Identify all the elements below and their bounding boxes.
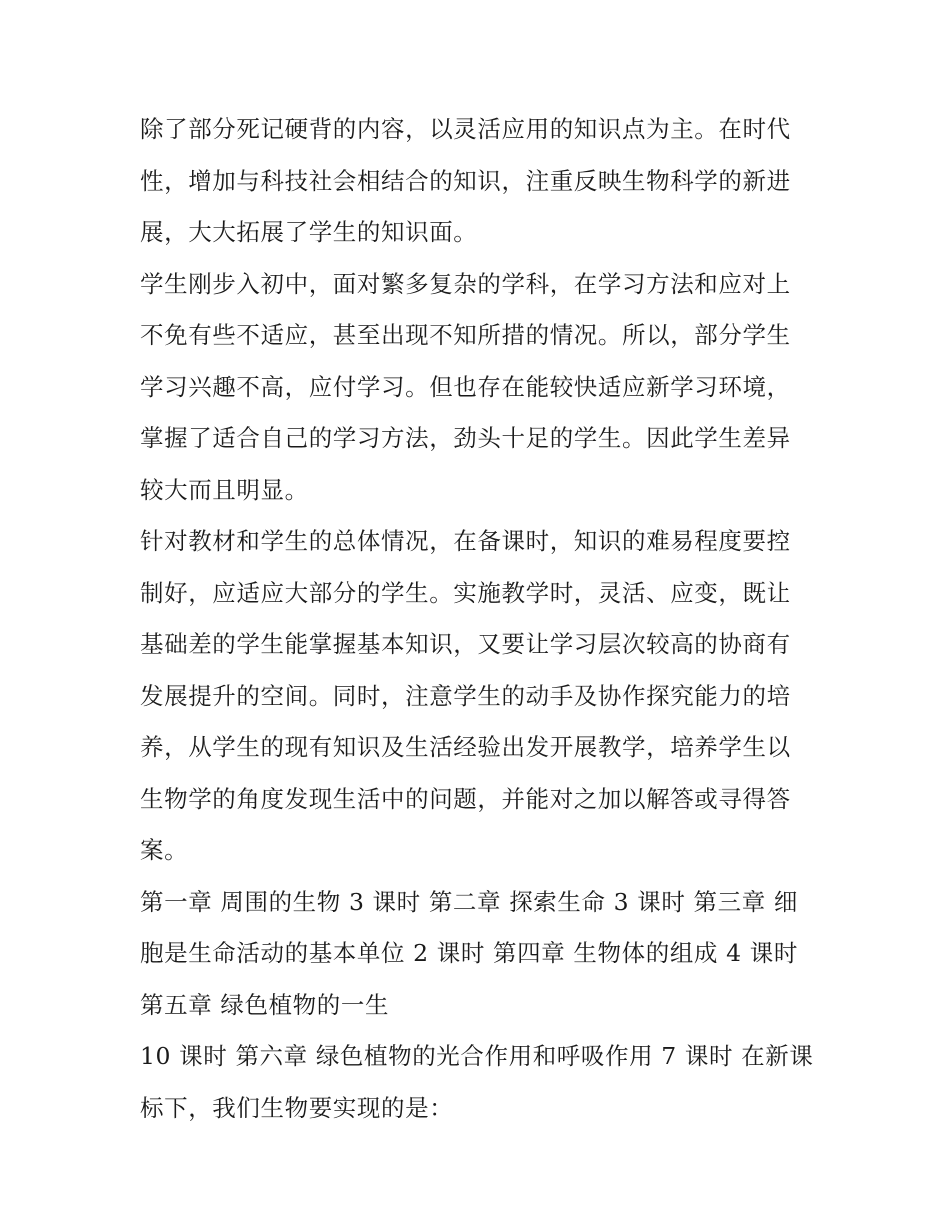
text-line: 制好，应适应大部分的学生。实施教学时，灵活、应变，既让 (140, 578, 791, 607)
text-line: 案。 (140, 836, 189, 864)
paragraph-5 (140, 1031, 820, 1134)
text-line: 标下，我们生物要实现的是： (140, 1093, 454, 1122)
text-line: 发展提升的空间。同时，注意学生的动手及协作探究能力的培 (140, 681, 791, 710)
paragraph-1 (140, 104, 820, 259)
text-line: 除了部分死记硬背的内容，以灵活应用的知识点为主。在时代 (140, 115, 791, 143)
text-line: 掌握了适合自己的学习方法，劲头十足的学生。因此学生差异 (140, 424, 791, 452)
text-line: 生物学的角度发现生活中的问题，并能对之加以解答或寻得答 (140, 784, 791, 813)
text-line: 基础差的学生能掌握基本知识，又要让学习层次较高的协商有 (140, 630, 791, 658)
text-line: 养，从学生的现有知识及生活经验出发开展教学，培养学生以 (140, 733, 791, 761)
text-line: 学习兴趣不高，应付学习。但也存在能较快适应新学习环境， (140, 372, 791, 401)
text-line: 第一章 周围的生物 3 课时 第二章 探索生命 3 课时 第三章 细 (140, 887, 799, 916)
text-line: 性，增加与科技社会相结合的知识，注重反映生物科学的新进 (140, 166, 791, 195)
text-line: 展，大大拓展了学生的知识面。 (140, 218, 478, 246)
paragraph-3 (140, 516, 820, 877)
document-body (140, 104, 820, 1134)
text-line: 10 课时 第六章 绿色植物的光合作用和呼吸作用 7 课时 在新课 (140, 1042, 814, 1070)
paragraph-4 (140, 877, 820, 1032)
text-line: 学生刚步入初中，面对繁多复杂的学科，在学习方法和应对上 (140, 269, 791, 298)
text-line: 较大而且明显。 (140, 475, 309, 504)
text-line: 不免有些不适应，甚至出现不知所措的情况。所以，部分学生 (140, 321, 791, 349)
text-line: 针对教材和学生的总体情况，在备课时，知识的难易程度要控 (140, 527, 791, 555)
text-line: 第五章 绿色植物的一生 (140, 990, 390, 1019)
paragraph-2 (140, 259, 820, 517)
text-line: 胞是生命活动的基本单位 2 课时 第四章 生物体的组成 4 课时 (140, 939, 798, 967)
